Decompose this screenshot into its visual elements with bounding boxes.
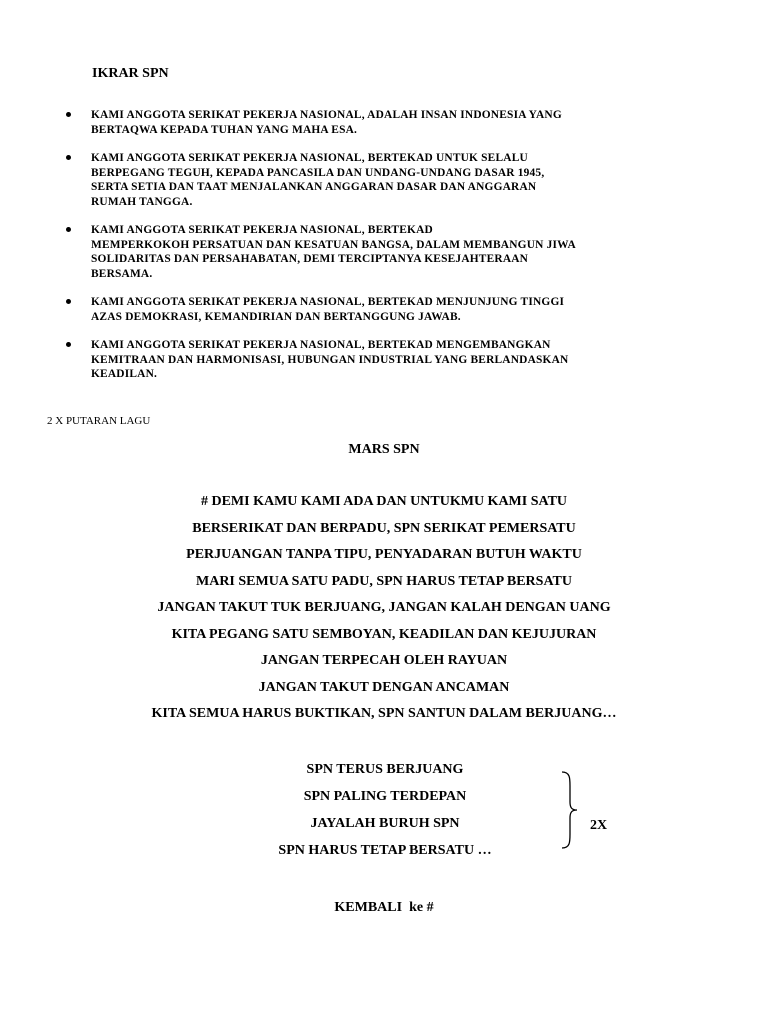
refrain-line: SPN HARUS TETAP BERSATU … [278,843,492,858]
verse-line: # DEMI KAMU KAMI ADA DAN UNTUKMU KAMI SATU [200,494,568,509]
verse-line: JANGAN TAKUT TUK BERJUANG, JANGAN KALAH DENGAN UANG [157,600,611,615]
ikrar-line: KEMITRAAN DAN HARMONISASI, HUBUNGAN INDUSTRIAL YANG BERLANDASKAN [91,353,569,366]
verse-line: PERJUANGAN TANPA TIPU, PENYADARAN BUTUH WAKTU [186,547,582,562]
ikrar-line: AZAS DEMOKRASI, KEMANDIRIAN DAN BERTANGGUNG JAWAB. [91,310,461,323]
verse-line: KITA PEGANG SATU SEMBOYAN, KEADILAN DAN KEJUJURAN [171,626,597,642]
refrain-line: JAYALAH BURUH SPN [310,816,460,831]
repeat-note: 2 X PUTARAN LAGU [47,415,151,427]
ikrar-line: KEADILAN. [91,368,158,380]
bullet-icon [66,112,71,117]
mars-title: MARS SPN [348,442,420,457]
refrain-line: SPN PALING TERDEPAN [303,789,467,804]
curly-brace-icon [558,770,580,850]
ikrar-title: IKRAR SPN [92,66,169,81]
ikrar-item [66,295,746,324]
ikrar-line: MEMPERKOKOH PERSATUAN DAN KESATUAN BANGSA, DALAM MEMBANGUN JIWA [91,238,576,251]
ikrar-line: BERPEGANG TEGUH, KEPADA PANCASILA DAN UNDANG-UNDANG DASAR 1945, [91,166,545,179]
ikrar-line: SOLIDARITAS DAN PERSAHABATAN, DEMI TERCIPTANYA KESEJAHTERAAN [91,253,529,265]
ikrar-list [66,108,746,396]
ikrar-item [66,338,746,382]
ikrar-line: BERTAQWA KEPADA TUHAN YANG MAHA ESA. [91,123,358,136]
refrain-line: SPN TERUS BERJUANG [306,762,464,777]
repeat-marker: 2X [590,818,608,833]
verse-line: KITA SEMUA HARUS BUKTIKAN, SPN SANTUN DALAM BERJUANG… [151,706,617,721]
ikrar-line: KAMI ANGGOTA SERIKAT PEKERJA NASIONAL, BERTEKAD MENJUNJUNG TINGGI [91,296,565,308]
ikrar-item [66,108,746,137]
bullet-icon [66,227,71,232]
bullet-icon [66,342,71,347]
mars-verse [0,494,768,733]
ikrar-item [66,151,746,209]
bullet-icon [66,299,71,304]
ikrar-line: KAMI ANGGOTA SERIKAT PEKERJA NASIONAL, BERTEKAD UNTUK SELALU [91,152,528,164]
mars-refrain [200,762,570,870]
bullet-icon [66,155,71,160]
back-to-verse: KEMBALI ke # [334,900,434,915]
ikrar-line: KAMI ANGGOTA SERIKAT PEKERJA NASIONAL, ADALAH INSAN INDONESIA YANG [91,109,562,121]
ikrar-line: KAMI ANGGOTA SERIKAT PEKERJA NASIONAL, BERTEKAD MENGEMBANGKAN [91,339,551,351]
ikrar-line: SERTA SETIA DAN TAAT MENJALANKAN ANGGARAN DASAR DAN ANGGARAN [91,181,537,193]
ikrar-line: BERSAMA. [91,267,153,280]
ikrar-line: RUMAH TANGGA. [91,195,193,208]
ikrar-item [66,223,746,281]
ikrar-line: KAMI ANGGOTA SERIKAT PEKERJA NASIONAL, BERTEKAD [91,224,433,236]
verse-line: BERSERIKAT DAN BERPADU, SPN SERIKAT PEMERSATU [192,520,576,536]
verse-line: MARI SEMUA SATU PADU, SPN HARUS TETAP BERSATU [196,573,572,589]
verse-line: JANGAN TAKUT DENGAN ANCAMAN [258,679,510,695]
verse-line: JANGAN TERPECAH OLEH RAYUAN [260,653,508,668]
